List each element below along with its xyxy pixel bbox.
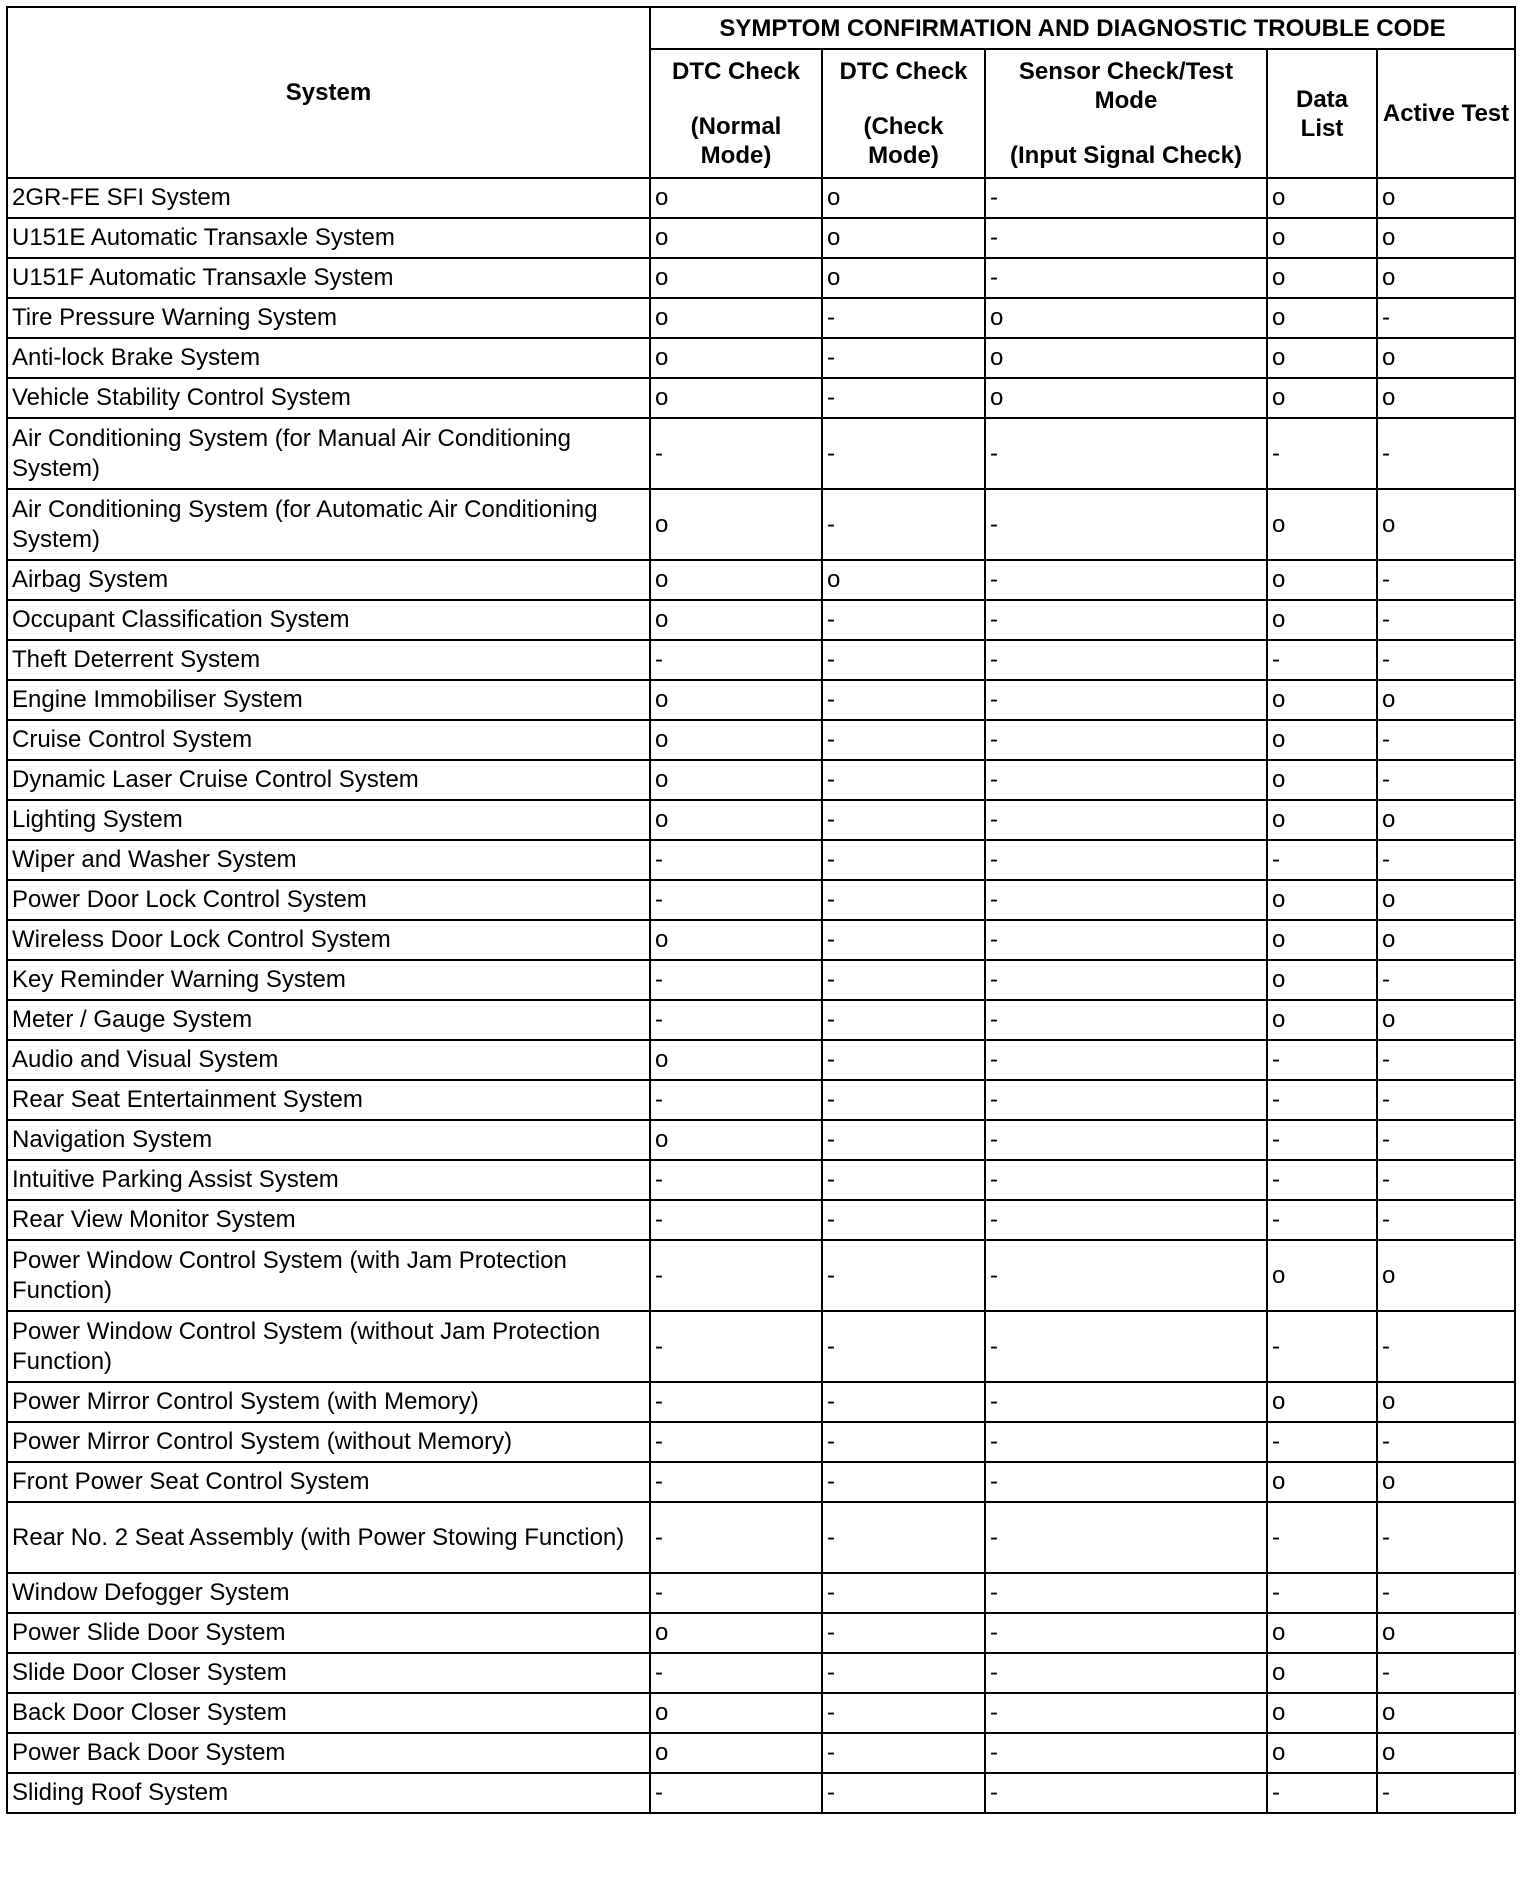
cell-c4: - <box>1267 1502 1377 1573</box>
cell-c3: - <box>985 800 1267 840</box>
header-group: SYMPTOM CONFIRMATION AND DIAGNOSTIC TROUBLE CODE <box>650 7 1515 49</box>
cell-c4: - <box>1267 418 1377 489</box>
cell-c3: - <box>985 1120 1267 1160</box>
cell-c5: - <box>1377 640 1515 680</box>
table-row <box>7 1040 1515 1080</box>
cell-c4: o <box>1267 1693 1377 1733</box>
cell-system: Power Back Door System <box>7 1733 650 1773</box>
cell-c2: - <box>822 600 985 640</box>
cell-c4: o <box>1267 1733 1377 1773</box>
cell-c4: - <box>1267 1573 1377 1613</box>
cell-c3: - <box>985 1040 1267 1080</box>
cell-c5: o <box>1377 218 1515 258</box>
cell-c1: o <box>650 720 822 760</box>
table-row <box>7 378 1515 418</box>
table-row <box>7 880 1515 920</box>
cell-c2: - <box>822 640 985 680</box>
cell-c2: - <box>822 720 985 760</box>
cell-c2: - <box>822 1573 985 1613</box>
cell-c4: o <box>1267 1240 1377 1311</box>
table-row <box>7 489 1515 560</box>
cell-c1: o <box>650 178 822 218</box>
table-row <box>7 560 1515 600</box>
cell-system: Air Conditioning System (for Manual Air Conditioning System) <box>7 418 650 489</box>
cell-c2: - <box>822 1733 985 1773</box>
table-row <box>7 1693 1515 1733</box>
cell-c5: o <box>1377 338 1515 378</box>
table-row <box>7 1462 1515 1502</box>
cell-c2: o <box>822 218 985 258</box>
cell-c2: - <box>822 1200 985 1240</box>
cell-c1: - <box>650 1573 822 1613</box>
cell-system: Wiper and Washer System <box>7 840 650 880</box>
cell-c1: - <box>650 1000 822 1040</box>
cell-c3: - <box>985 720 1267 760</box>
header-dtc-normal-title: DTC Check <box>671 58 801 85</box>
table-row <box>7 640 1515 680</box>
cell-c4: - <box>1267 1040 1377 1080</box>
cell-c5: - <box>1377 560 1515 600</box>
header-dtc-check <box>822 49 985 178</box>
cell-c3: - <box>985 840 1267 880</box>
cell-c4: - <box>1267 1200 1377 1240</box>
cell-c3: - <box>985 1693 1267 1733</box>
cell-c3: - <box>985 1080 1267 1120</box>
cell-system: Vehicle Stability Control System <box>7 378 650 418</box>
table-row <box>7 680 1515 720</box>
cell-c4: o <box>1267 600 1377 640</box>
cell-c4: - <box>1267 1080 1377 1120</box>
cell-c4: o <box>1267 680 1377 720</box>
cell-c2: - <box>822 1653 985 1693</box>
cell-system: Rear Seat Entertainment System <box>7 1080 650 1120</box>
cell-c1: - <box>650 1080 822 1120</box>
cell-c1: - <box>650 1160 822 1200</box>
table-row <box>7 920 1515 960</box>
header-dtc-check-sub: (Check Mode) <box>863 113 944 169</box>
cell-c5: - <box>1377 1653 1515 1693</box>
cell-c1: o <box>650 560 822 600</box>
cell-system: 2GR-FE SFI System <box>7 178 650 218</box>
table-row <box>7 178 1515 218</box>
table-row <box>7 1200 1515 1240</box>
cell-c5: - <box>1377 1080 1515 1120</box>
cell-c5: - <box>1377 1773 1515 1813</box>
cell-c1: o <box>650 1040 822 1080</box>
diagnostic-table <box>6 6 1516 1814</box>
cell-c4: o <box>1267 338 1377 378</box>
table-row <box>7 258 1515 298</box>
cell-c5: o <box>1377 880 1515 920</box>
cell-c2: - <box>822 1120 985 1160</box>
cell-c1: o <box>650 218 822 258</box>
cell-c3: - <box>985 1733 1267 1773</box>
cell-c5: - <box>1377 298 1515 338</box>
cell-c1: o <box>650 920 822 960</box>
cell-system: Intuitive Parking Assist System <box>7 1160 650 1200</box>
diagnostic-table-container <box>6 6 1514 1814</box>
cell-c5: o <box>1377 1613 1515 1653</box>
cell-c3: o <box>985 298 1267 338</box>
cell-c3: o <box>985 338 1267 378</box>
cell-c2: - <box>822 1311 985 1382</box>
cell-c2: - <box>822 680 985 720</box>
cell-system: Front Power Seat Control System <box>7 1462 650 1502</box>
cell-c1: o <box>650 600 822 640</box>
cell-c1: - <box>650 1240 822 1311</box>
table-row <box>7 338 1515 378</box>
cell-c3: - <box>985 258 1267 298</box>
cell-c4: o <box>1267 258 1377 298</box>
cell-system: Air Conditioning System (for Automatic Air Conditioning System) <box>7 489 650 560</box>
cell-c2: o <box>822 178 985 218</box>
cell-c4: - <box>1267 1311 1377 1382</box>
cell-c3: - <box>985 418 1267 489</box>
cell-c1: - <box>650 1502 822 1573</box>
cell-c5: o <box>1377 258 1515 298</box>
header-sensor-check <box>985 49 1267 178</box>
cell-c3: - <box>985 680 1267 720</box>
cell-system: Rear View Monitor System <box>7 1200 650 1240</box>
table-row <box>7 760 1515 800</box>
cell-c2: - <box>822 1422 985 1462</box>
cell-c1: o <box>650 1693 822 1733</box>
cell-c4: - <box>1267 840 1377 880</box>
cell-c5: - <box>1377 720 1515 760</box>
cell-system: Anti-lock Brake System <box>7 338 650 378</box>
cell-system: Power Mirror Control System (with Memory) <box>7 1382 650 1422</box>
cell-c5: o <box>1377 489 1515 560</box>
cell-c3: - <box>985 920 1267 960</box>
cell-c2: - <box>822 1000 985 1040</box>
cell-c1: o <box>650 378 822 418</box>
cell-c2: - <box>822 1160 985 1200</box>
cell-system: Wireless Door Lock Control System <box>7 920 650 960</box>
cell-system: U151F Automatic Transaxle System <box>7 258 650 298</box>
cell-c2: - <box>822 1080 985 1120</box>
cell-c2: - <box>822 378 985 418</box>
cell-c5: - <box>1377 760 1515 800</box>
cell-c3: - <box>985 1502 1267 1573</box>
cell-c3: - <box>985 489 1267 560</box>
cell-c1: - <box>650 1422 822 1462</box>
table-row <box>7 840 1515 880</box>
cell-c5: o <box>1377 1462 1515 1502</box>
cell-c3: - <box>985 640 1267 680</box>
cell-system: Power Window Control System (without Jam Protection Function) <box>7 1311 650 1382</box>
cell-c4: - <box>1267 640 1377 680</box>
cell-c5: o <box>1377 178 1515 218</box>
cell-c1: - <box>650 880 822 920</box>
cell-c1: - <box>650 418 822 489</box>
cell-c5: o <box>1377 1240 1515 1311</box>
cell-c2: - <box>822 1040 985 1080</box>
cell-c2: o <box>822 258 985 298</box>
table-row <box>7 1311 1515 1382</box>
cell-c4: - <box>1267 1120 1377 1160</box>
cell-c4: o <box>1267 1653 1377 1693</box>
cell-c2: - <box>822 1240 985 1311</box>
cell-c5: - <box>1377 960 1515 1000</box>
cell-c5: o <box>1377 680 1515 720</box>
cell-c5: - <box>1377 840 1515 880</box>
cell-c1: o <box>650 1120 822 1160</box>
cell-c2: - <box>822 800 985 840</box>
cell-c3: - <box>985 1573 1267 1613</box>
cell-c3: - <box>985 960 1267 1000</box>
cell-c3: - <box>985 1160 1267 1200</box>
cell-c3: - <box>985 1462 1267 1502</box>
header-sensor-title: Sensor Check/Test Mode <box>1018 58 1234 114</box>
cell-c1: o <box>650 1613 822 1653</box>
cell-c5: - <box>1377 1311 1515 1382</box>
cell-c2: - <box>822 840 985 880</box>
cell-c1: - <box>650 1382 822 1422</box>
table-row <box>7 720 1515 760</box>
table-body <box>7 178 1515 1813</box>
cell-c1: o <box>650 298 822 338</box>
cell-system: Theft Deterrent System <box>7 640 650 680</box>
cell-c1: - <box>650 640 822 680</box>
table-row <box>7 1733 1515 1773</box>
cell-c2: - <box>822 298 985 338</box>
cell-c1: - <box>650 1773 822 1813</box>
table-row <box>7 1000 1515 1040</box>
header-data-list: Data List <box>1267 49 1377 178</box>
cell-c3: - <box>985 600 1267 640</box>
cell-system: Rear No. 2 Seat Assembly (with Power Stowing Function) <box>7 1502 650 1573</box>
cell-system: Dynamic Laser Cruise Control System <box>7 760 650 800</box>
cell-c3: - <box>985 1240 1267 1311</box>
cell-c4: o <box>1267 178 1377 218</box>
cell-c3: - <box>985 1000 1267 1040</box>
cell-c2: - <box>822 960 985 1000</box>
cell-c5: o <box>1377 1693 1515 1733</box>
table-row <box>7 960 1515 1000</box>
table-row <box>7 1080 1515 1120</box>
cell-c1: o <box>650 489 822 560</box>
header-dtc-normal <box>650 49 822 178</box>
cell-c4: - <box>1267 1422 1377 1462</box>
cell-c4: o <box>1267 720 1377 760</box>
cell-c5: - <box>1377 1573 1515 1613</box>
cell-c3: - <box>985 1613 1267 1653</box>
cell-system: Engine Immobiliser System <box>7 680 650 720</box>
cell-c2: - <box>822 1773 985 1813</box>
cell-system: Back Door Closer System <box>7 1693 650 1733</box>
table-row <box>7 600 1515 640</box>
table-row <box>7 298 1515 338</box>
cell-system: Power Slide Door System <box>7 1613 650 1653</box>
cell-system: Airbag System <box>7 560 650 600</box>
header-dtc-normal-sub: (Normal Mode) <box>690 113 782 169</box>
table-row <box>7 1382 1515 1422</box>
cell-c3: - <box>985 1311 1267 1382</box>
cell-c2: - <box>822 1382 985 1422</box>
cell-c2: - <box>822 760 985 800</box>
cell-c3: - <box>985 880 1267 920</box>
cell-c1: - <box>650 1462 822 1502</box>
header-active-test: Active Test <box>1377 49 1515 178</box>
cell-c1: - <box>650 1311 822 1382</box>
cell-c5: o <box>1377 1382 1515 1422</box>
cell-c3: - <box>985 1200 1267 1240</box>
cell-c1: - <box>650 840 822 880</box>
cell-c4: o <box>1267 1613 1377 1653</box>
cell-c2: o <box>822 560 985 600</box>
cell-c1: o <box>650 1733 822 1773</box>
cell-c1: o <box>650 258 822 298</box>
cell-c4: o <box>1267 960 1377 1000</box>
cell-c5: o <box>1377 378 1515 418</box>
cell-c4: o <box>1267 489 1377 560</box>
cell-c5: - <box>1377 1200 1515 1240</box>
cell-c4: o <box>1267 1462 1377 1502</box>
table-row <box>7 1773 1515 1813</box>
cell-system: Meter / Gauge System <box>7 1000 650 1040</box>
cell-c2: - <box>822 489 985 560</box>
cell-c2: - <box>822 880 985 920</box>
cell-c4: o <box>1267 760 1377 800</box>
cell-c2: - <box>822 338 985 378</box>
cell-system: Key Reminder Warning System <box>7 960 650 1000</box>
cell-c1: o <box>650 680 822 720</box>
cell-c5: - <box>1377 600 1515 640</box>
cell-c1: - <box>650 1200 822 1240</box>
table-row <box>7 1613 1515 1653</box>
cell-c3: o <box>985 378 1267 418</box>
cell-c5: - <box>1377 418 1515 489</box>
cell-c5: - <box>1377 1422 1515 1462</box>
cell-system: Power Window Control System (with Jam Protection Function) <box>7 1240 650 1311</box>
table-row <box>7 218 1515 258</box>
cell-c3: - <box>985 178 1267 218</box>
cell-system: Window Defogger System <box>7 1573 650 1613</box>
cell-c5: o <box>1377 1733 1515 1773</box>
cell-c1: - <box>650 960 822 1000</box>
cell-c4: o <box>1267 1382 1377 1422</box>
cell-c2: - <box>822 1502 985 1573</box>
cell-c4: o <box>1267 560 1377 600</box>
cell-c4: - <box>1267 1773 1377 1813</box>
cell-c4: o <box>1267 880 1377 920</box>
cell-c1: - <box>650 1653 822 1693</box>
table-row <box>7 800 1515 840</box>
cell-system: Tire Pressure Warning System <box>7 298 650 338</box>
cell-system: Power Door Lock Control System <box>7 880 650 920</box>
cell-c4: o <box>1267 218 1377 258</box>
table-row <box>7 1422 1515 1462</box>
cell-system: Lighting System <box>7 800 650 840</box>
cell-system: Cruise Control System <box>7 720 650 760</box>
cell-c4: o <box>1267 920 1377 960</box>
cell-c4: - <box>1267 1160 1377 1200</box>
table-row <box>7 1653 1515 1693</box>
cell-c1: o <box>650 760 822 800</box>
cell-system: Sliding Roof System <box>7 1773 650 1813</box>
table-row <box>7 1502 1515 1573</box>
header-system: System <box>7 7 650 178</box>
cell-c5: - <box>1377 1120 1515 1160</box>
header-dtc-check-title: DTC Check <box>839 58 968 85</box>
cell-system: Audio and Visual System <box>7 1040 650 1080</box>
cell-c4: o <box>1267 800 1377 840</box>
cell-c3: - <box>985 1773 1267 1813</box>
cell-c3: - <box>985 1653 1267 1693</box>
cell-c4: o <box>1267 1000 1377 1040</box>
table-row <box>7 1160 1515 1200</box>
cell-c5: o <box>1377 1000 1515 1040</box>
table-row <box>7 418 1515 489</box>
cell-c5: - <box>1377 1502 1515 1573</box>
cell-c3: - <box>985 218 1267 258</box>
cell-c5: o <box>1377 800 1515 840</box>
cell-c2: - <box>822 1693 985 1733</box>
cell-c2: - <box>822 1462 985 1502</box>
cell-system: Occupant Classification System <box>7 600 650 640</box>
cell-c5: - <box>1377 1160 1515 1200</box>
cell-c3: - <box>985 1422 1267 1462</box>
cell-c2: - <box>822 418 985 489</box>
cell-c2: - <box>822 1613 985 1653</box>
cell-c5: - <box>1377 1040 1515 1080</box>
cell-c4: o <box>1267 378 1377 418</box>
cell-c1: o <box>650 800 822 840</box>
cell-c3: - <box>985 560 1267 600</box>
cell-c4: o <box>1267 298 1377 338</box>
cell-system: U151E Automatic Transaxle System <box>7 218 650 258</box>
cell-system: Power Mirror Control System (without Memory) <box>7 1422 650 1462</box>
cell-c2: - <box>822 920 985 960</box>
table-row <box>7 1573 1515 1613</box>
table-row <box>7 1240 1515 1311</box>
cell-c5: o <box>1377 920 1515 960</box>
header-sensor-sub: (Input Signal Check) <box>1009 142 1242 169</box>
cell-system: Slide Door Closer System <box>7 1653 650 1693</box>
cell-c3: - <box>985 760 1267 800</box>
cell-c3: - <box>985 1382 1267 1422</box>
cell-c1: o <box>650 338 822 378</box>
cell-system: Navigation System <box>7 1120 650 1160</box>
table-row <box>7 1120 1515 1160</box>
